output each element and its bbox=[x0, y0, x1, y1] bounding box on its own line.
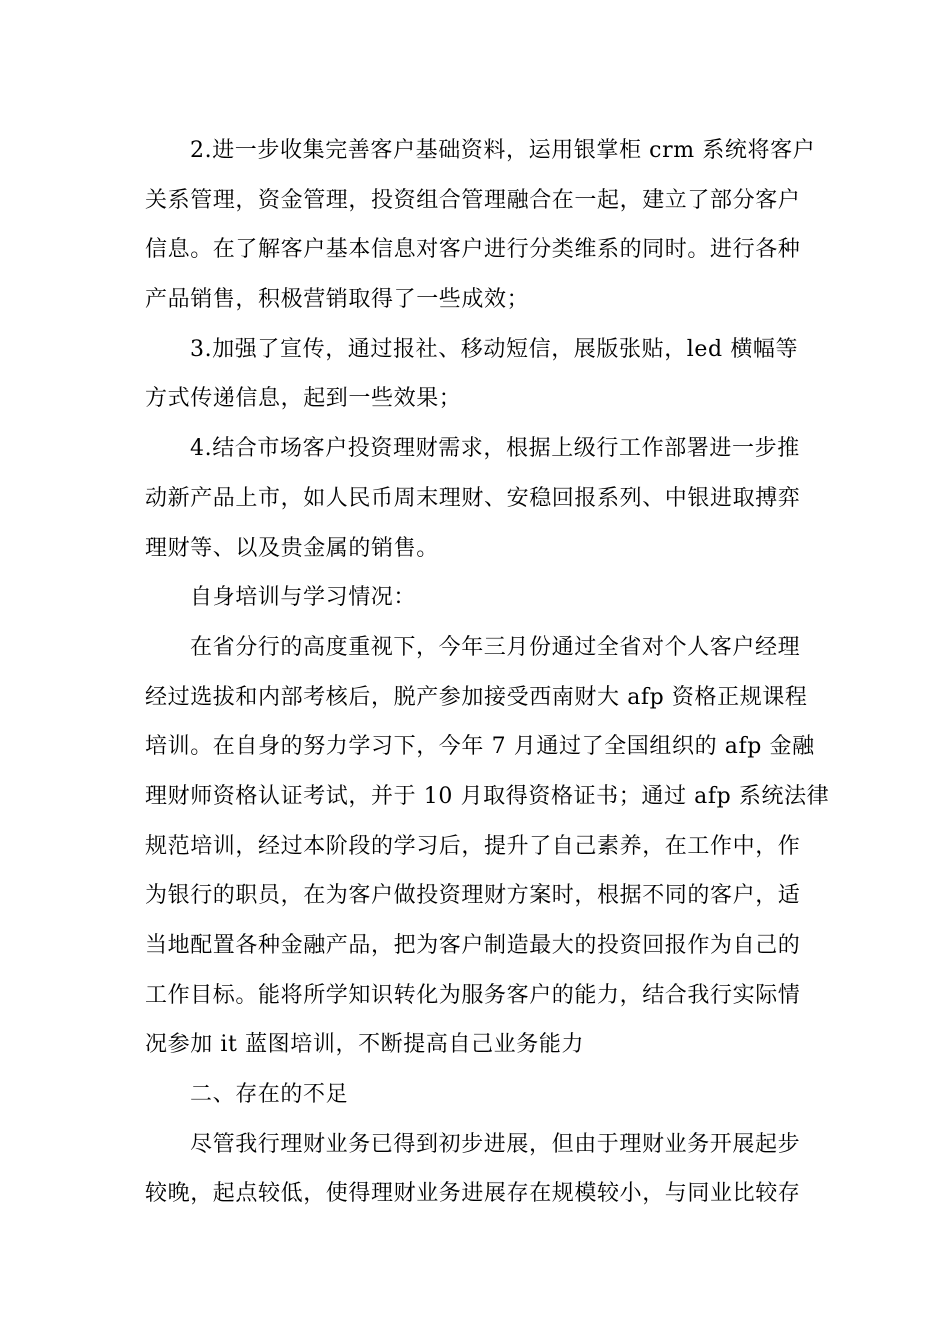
training-heading bbox=[145, 573, 810, 623]
document-body bbox=[145, 126, 830, 1219]
paragraph-item-3 bbox=[145, 325, 810, 424]
paragraph-item-2 bbox=[145, 126, 816, 325]
text-line: 当地配置各种金融产品，把为客户制造最大的投资回报作为自己的 bbox=[145, 933, 801, 958]
paragraph-item-4 bbox=[145, 424, 810, 573]
text-line: 理财师资格认证考试，并于 10 月取得资格证书；通过 afp 系统法律 bbox=[145, 783, 830, 809]
text-line: 信息。在了解客户基本信息对客户进行分类维系的同时。进行各种 bbox=[145, 237, 801, 263]
text-line: 3.加强了宣传，通过报社、移动短信，展版张贴，led 横幅等 bbox=[190, 336, 799, 362]
text-line: 理财等、以及贵金属的销售。 bbox=[145, 535, 439, 561]
text-line: 关系管理，资金管理，投资组合管理融合在一起，建立了部分客户 bbox=[145, 187, 801, 213]
text-line: 规范培训，经过本阶段的学习后，提升了自己素养，在工作中，作 bbox=[145, 833, 801, 859]
paragraph-training-body bbox=[145, 623, 830, 1070]
paragraph-section-2-body bbox=[145, 1120, 810, 1219]
text-line: 培训。在自身的努力学习下，今年 7 月通过了全国组织的 afp 金融 bbox=[145, 734, 815, 760]
section-2-heading bbox=[145, 1070, 810, 1120]
text-line: 4.结合市场客户投资理财需求，根据上级行工作部署进一步推 bbox=[190, 436, 800, 462]
text-line: 产品销售，积极营销取得了一些成效； bbox=[145, 287, 530, 313]
text-line: 工作目标。能将所学知识转化为服务客户的能力，结合我行实际情 bbox=[145, 982, 801, 1008]
text-line: 经过选拔和内部考核后，脱产参加接受西南财大 afp 资格正规课程 bbox=[145, 684, 808, 710]
text-line: 自身培训与学习情况： bbox=[190, 585, 417, 611]
text-line: 在省分行的高度重视下，今年三月份通过全省对个人客户经理 bbox=[190, 634, 801, 660]
text-line: 为银行的职员，在为客户做投资理财方案时，根据不同的客户，适 bbox=[145, 883, 801, 909]
text-line: 较晚，起点较低，使得理财业务进展存在规模较小，与同业比较存 bbox=[145, 1181, 801, 1207]
text-line: 动新产品上市，如人民币周末理财、安稳回报系列、中银进取搏弈 bbox=[145, 485, 801, 511]
text-line: 方式传递信息，起到一些效果； bbox=[145, 386, 462, 412]
text-line: 况参加 it 蓝图培训，不断提高自己业务能力 bbox=[145, 1032, 585, 1058]
text-line: 尽管我行理财业务已得到初步进展，但由于理财业务开展起步 bbox=[190, 1131, 801, 1157]
text-line: 2.进一步收集完善客户基础资料，运用银掌柜 crm 系统将客户 bbox=[190, 138, 816, 163]
text-line: 二、存在的不足 bbox=[190, 1082, 349, 1108]
